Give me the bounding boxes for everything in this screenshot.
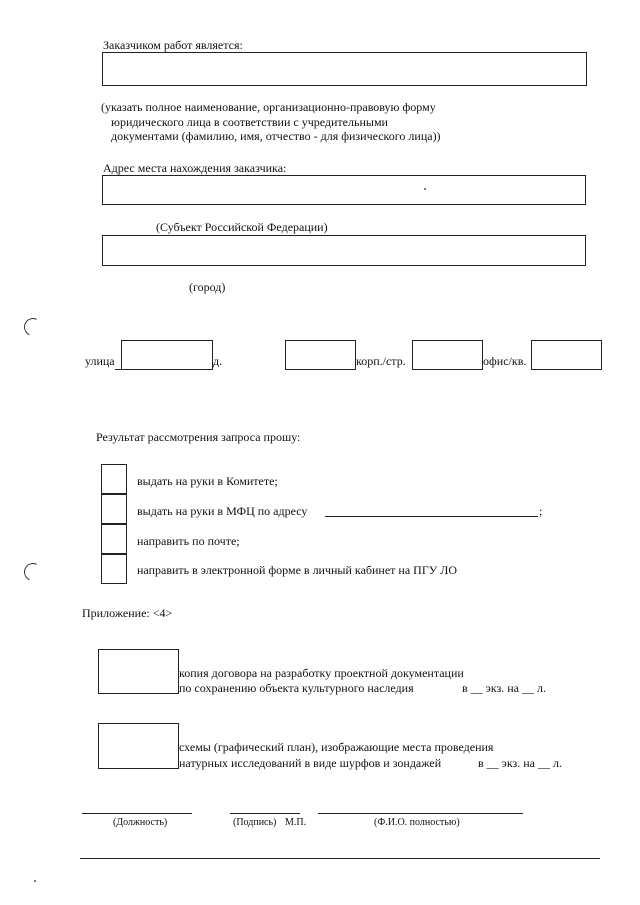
attachment-heading: Приложение: <4>: [82, 606, 173, 620]
customer-hint-line-1: (указать полное наименование, организационно-правовую форму: [101, 100, 436, 114]
attachment-1-line-2: по сохранению объекта культурного наследия: [179, 681, 414, 695]
building-label: корп./стр.: [356, 354, 406, 368]
scan-speck: [424, 188, 426, 190]
punch-hole-top: [21, 315, 44, 338]
signature-label: (Подпись): [233, 817, 277, 828]
mfc-semicolon: ;: [539, 504, 543, 518]
attachment-2-copies: в __ экз. на __ л.: [478, 756, 562, 770]
position-label: (Должность): [113, 817, 168, 828]
customer-name-field[interactable]: [102, 52, 587, 86]
result-option-3-label: направить по почте;: [137, 534, 240, 548]
subject-label: (Субъект Российской Федерации): [156, 220, 328, 234]
city-label: (город): [189, 280, 226, 294]
result-heading: Результат рассмотрения запроса прошу:: [96, 430, 301, 444]
attachment-1-line-1: копия договора на разработку проектной документации: [179, 666, 464, 680]
result-option-1-label: выдать на руки в Комитете;: [137, 474, 278, 488]
office-field[interactable]: [531, 340, 602, 370]
building-field[interactable]: [412, 340, 483, 370]
result-option-4-checkbox[interactable]: [101, 554, 127, 584]
street-label: улица: [85, 354, 115, 368]
attachment-2-line-2: натурных исследований в виде шурфов и зондажей: [179, 756, 442, 770]
address-subject-field[interactable]: [102, 175, 586, 205]
signature-line[interactable]: [230, 813, 300, 814]
result-option-2-checkbox[interactable]: [101, 494, 127, 524]
scan-speck: [34, 880, 36, 882]
address-heading: Адрес места нахождения заказчика:: [103, 161, 287, 175]
result-option-3-checkbox[interactable]: [101, 524, 127, 554]
position-line[interactable]: [82, 813, 192, 814]
result-option-4-label: направить в электронной форме в личный кабинет на ПГУ ЛО: [137, 563, 458, 577]
full-name-line[interactable]: [318, 813, 523, 814]
customer-hint-line-2: юридического лица в соответствии с учредительными: [111, 115, 388, 129]
attachment-2-line-1: схемы (графический план), изображающие места проведения: [179, 740, 494, 754]
street-field[interactable]: [121, 340, 213, 370]
attachment-1-copies: в __ экз. на __ л.: [462, 681, 546, 695]
punch-hole-bottom: [21, 560, 44, 583]
house-label: д.: [213, 354, 223, 368]
mfc-address-line[interactable]: [325, 516, 538, 517]
result-option-1-checkbox[interactable]: [101, 464, 127, 494]
address-city-field[interactable]: [102, 235, 586, 266]
customer-heading: Заказчиком работ является:: [103, 38, 243, 52]
attachment-2-checkbox[interactable]: [98, 723, 179, 769]
customer-hint-line-3: документами (фамилию, имя, отчество - для физического лица)): [111, 129, 441, 143]
footer-divider: [80, 858, 600, 859]
result-option-2-label: выдать на руки в МФЦ по адресу: [137, 504, 308, 518]
full-name-label: (Ф.И.О. полностью): [374, 817, 460, 828]
attachment-1-checkbox[interactable]: [98, 649, 179, 694]
office-label: офис/кв.: [483, 354, 527, 368]
stamp-label: М.П.: [285, 817, 307, 828]
house-field[interactable]: [285, 340, 356, 370]
